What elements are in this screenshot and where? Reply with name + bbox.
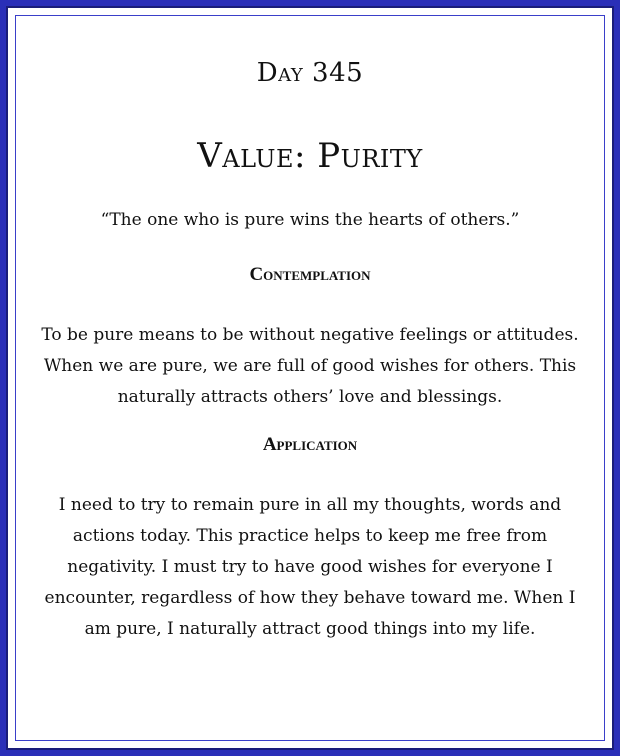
application-text: I need to try to remain pure in all my thoughts, words and actions today. This practice helps to keep me free from negativity. I must try to have good wishes for everyone I encounter, regardless of how they behave toward me. When I am pure, I naturally attract good things into my life. <box>44 495 576 639</box>
quote: “The one who is pure wins the hearts of others.” <box>100 210 520 230</box>
application-heading: Application <box>262 434 358 455</box>
value-title: Value: Purity <box>197 136 423 176</box>
day-number: Day 345 <box>256 58 364 88</box>
contemplation-heading: Contemplation <box>249 264 371 285</box>
contemplation-text: To be pure means to be without negative feelings or attitudes. When we are pure, we are full of good wishes for others. This naturally attracts others’ love and blessings. <box>41 325 579 407</box>
